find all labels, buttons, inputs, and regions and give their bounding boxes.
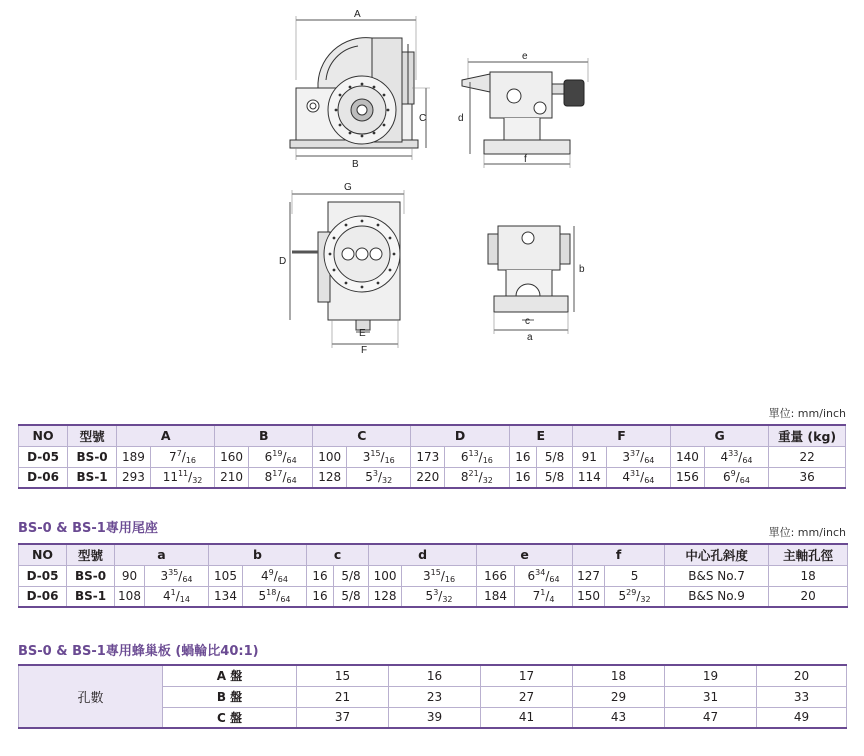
col-header-weight: 重量 (kg) — [769, 425, 846, 446]
col-header-e: e — [477, 544, 573, 565]
row-model: BS-1 — [68, 467, 117, 488]
cell-mm: 150 — [573, 586, 605, 607]
hole-count-cell: 29 — [573, 686, 665, 707]
cell-inch: 5/8 — [334, 586, 369, 607]
dim-label-d: d — [458, 113, 464, 124]
row-model: BS-0 — [68, 446, 117, 467]
hole-count-cell: 17 — [481, 665, 573, 686]
cell-mm: 127 — [573, 565, 605, 586]
table-row — [19, 586, 848, 607]
cell-inch: $11^{11}/_{32}$ — [150, 467, 214, 488]
cell-mm: 108 — [115, 586, 145, 607]
cell-inch: $4^9/_{64}$ — [243, 565, 307, 586]
hole-count-cell: 39 — [389, 707, 481, 728]
cell-mm: 293 — [117, 467, 151, 488]
hole-count-cell: 37 — [297, 707, 389, 728]
cell-inch: 5/8 — [537, 467, 573, 488]
cell-inch: $8^{17}/_{64}$ — [248, 467, 312, 488]
cell-inch: $5^{18}/_{64}$ — [243, 586, 307, 607]
col-header-model: 型號 — [68, 425, 117, 446]
row-model: BS-0 — [67, 565, 115, 586]
col-header-G: G — [671, 425, 769, 446]
cell-inch: $6^{13}/_{16}$ — [445, 446, 509, 467]
front-view-drawing — [290, 9, 430, 170]
table-row — [19, 467, 846, 488]
dim-label-C: C — [419, 113, 427, 124]
col-header-a: a — [115, 544, 209, 565]
col-header-C: C — [313, 425, 411, 446]
cell-mm: 184 — [477, 586, 515, 607]
cell-mm: 16 — [307, 565, 334, 586]
col-header-A: A — [117, 425, 215, 446]
hole-count-cell: 23 — [389, 686, 481, 707]
table1-header-row — [19, 425, 846, 446]
hole-count-cell: 47 — [665, 707, 757, 728]
cell-mm: 173 — [411, 446, 445, 467]
cell-inch: $3^{15}/_{16}$ — [347, 446, 411, 467]
plate-label: B 盤 — [163, 686, 297, 707]
cell-weight: 22 — [769, 446, 846, 467]
col-header-no: NO — [19, 544, 67, 565]
hole-count-cell: 49 — [757, 707, 847, 728]
dim-label-D: D — [279, 256, 287, 267]
dim-label-F: F — [361, 345, 368, 356]
table-row — [19, 565, 848, 586]
cell-inch: $7^7/_{16}$ — [150, 446, 214, 467]
hole-count-cell: 41 — [481, 707, 573, 728]
tailstock-front-drawing — [488, 226, 585, 343]
dim-label-B: B — [352, 159, 359, 170]
dim-label-c: c — [525, 316, 530, 327]
cell-mm: 128 — [369, 586, 402, 607]
cell-mm: 220 — [411, 467, 445, 488]
dim-label-b: b — [579, 264, 585, 275]
top-view-drawing — [279, 182, 404, 356]
cell-inch: $4^{31}/_{64}$ — [606, 467, 670, 488]
col-header-c: c — [307, 544, 369, 565]
cell-mm: 166 — [477, 565, 515, 586]
tailstock-spec-table — [18, 543, 848, 608]
col-header-b: b — [209, 544, 307, 565]
cell-inch: $3^{35}/_{64}$ — [145, 565, 209, 586]
cell-inch: $7^1/_4$ — [515, 586, 573, 607]
cell-inch: $4^{33}/_{64}$ — [704, 446, 768, 467]
hole-count-cell: 18 — [573, 665, 665, 686]
unit-label-2: 單位: mm/inch — [768, 526, 846, 539]
hole-count-cell: 19 — [665, 665, 757, 686]
hole-count-cell: 31 — [665, 686, 757, 707]
cell-mm: 156 — [671, 467, 705, 488]
hole-count-cell: 27 — [481, 686, 573, 707]
cell-taper: B&S No.9 — [665, 586, 769, 607]
col-header-taper: 中心孔斜度 — [665, 544, 769, 565]
cell-mm: 160 — [215, 446, 249, 467]
table-row — [19, 446, 846, 467]
cell-mm: 91 — [572, 446, 606, 467]
dim-label-f: f — [524, 154, 527, 165]
plate-label: A 盤 — [163, 665, 297, 686]
cell-inch: $3^{15}/_{16}$ — [402, 565, 477, 586]
index-plate-table — [18, 664, 847, 729]
dividing-head-spec-table — [18, 424, 846, 489]
cell-mm: 114 — [572, 467, 606, 488]
hole-count-label: 孔數 — [19, 665, 163, 728]
col-header-no: NO — [19, 425, 68, 446]
row-no: D-05 — [19, 446, 68, 467]
table2-header-row — [19, 544, 848, 565]
cell-inch: 5/8 — [537, 446, 573, 467]
cell-mm: 128 — [313, 467, 347, 488]
cell-mm: 16 — [307, 586, 334, 607]
cell-inch: $6^{19}/_{64}$ — [248, 446, 312, 467]
col-header-d: d — [369, 544, 477, 565]
hole-count-cell: 43 — [573, 707, 665, 728]
cell-inch: $8^{21}/_{32}$ — [445, 467, 509, 488]
col-header-model: 型號 — [67, 544, 115, 565]
hole-count-cell: 21 — [297, 686, 389, 707]
col-header-f: f — [573, 544, 665, 565]
cell-mm: 16 — [509, 446, 537, 467]
dim-label-A: A — [354, 9, 361, 20]
table-row — [19, 665, 847, 686]
col-header-E: E — [509, 425, 572, 446]
cell-taper: B&S No.7 — [665, 565, 769, 586]
cell-bore: 20 — [769, 586, 848, 607]
cell-mm: 140 — [671, 446, 705, 467]
dim-label-G: G — [344, 182, 352, 193]
hole-count-cell: 33 — [757, 686, 847, 707]
cell-mm: 100 — [313, 446, 347, 467]
cell-inch: $5^3/_{32}$ — [402, 586, 477, 607]
cell-mm: 90 — [115, 565, 145, 586]
col-header-B: B — [215, 425, 313, 446]
col-header-D: D — [411, 425, 509, 446]
row-model: BS-1 — [67, 586, 115, 607]
cell-mm: 210 — [215, 467, 249, 488]
row-no: D-06 — [19, 467, 68, 488]
cell-bore: 18 — [769, 565, 848, 586]
index-plate-section-title: BS-0 & BS-1專用蜂巢板 (蝸輪比40:1) — [18, 644, 259, 659]
hole-count-cell: 15 — [297, 665, 389, 686]
dim-label-e: e — [522, 51, 528, 62]
dim-label-E: E — [359, 328, 366, 339]
plate-label: C 盤 — [163, 707, 297, 728]
cell-inch: $3^{37}/_{64}$ — [606, 446, 670, 467]
cell-inch: 5/8 — [334, 565, 369, 586]
cell-inch: $6^{34}/_{64}$ — [515, 565, 573, 586]
cell-inch: 5 — [605, 565, 665, 586]
hole-count-cell: 16 — [389, 665, 481, 686]
dim-label-a: a — [527, 332, 533, 343]
cell-inch: $5^3/_{32}$ — [347, 467, 411, 488]
hole-count-cell: 20 — [757, 665, 847, 686]
unit-label-1: 單位: mm/inch — [768, 407, 846, 420]
cell-inch: $4^1/_{14}$ — [145, 586, 209, 607]
cell-mm: 16 — [509, 467, 537, 488]
col-header-F: F — [572, 425, 670, 446]
cell-mm: 134 — [209, 586, 243, 607]
cell-inch: $5^{29}/_{32}$ — [605, 586, 665, 607]
row-no: D-06 — [19, 586, 67, 607]
tailstock-section-title: BS-0 & BS-1專用尾座 — [18, 521, 158, 536]
col-header-bore: 主軸孔徑 — [769, 544, 848, 565]
row-no: D-05 — [19, 565, 67, 586]
tailstock-side-drawing — [458, 51, 588, 168]
cell-weight: 36 — [769, 467, 846, 488]
cell-mm: 189 — [117, 446, 151, 467]
cell-inch: $6^9/_{64}$ — [704, 467, 768, 488]
cell-mm: 100 — [369, 565, 402, 586]
cell-mm: 105 — [209, 565, 243, 586]
